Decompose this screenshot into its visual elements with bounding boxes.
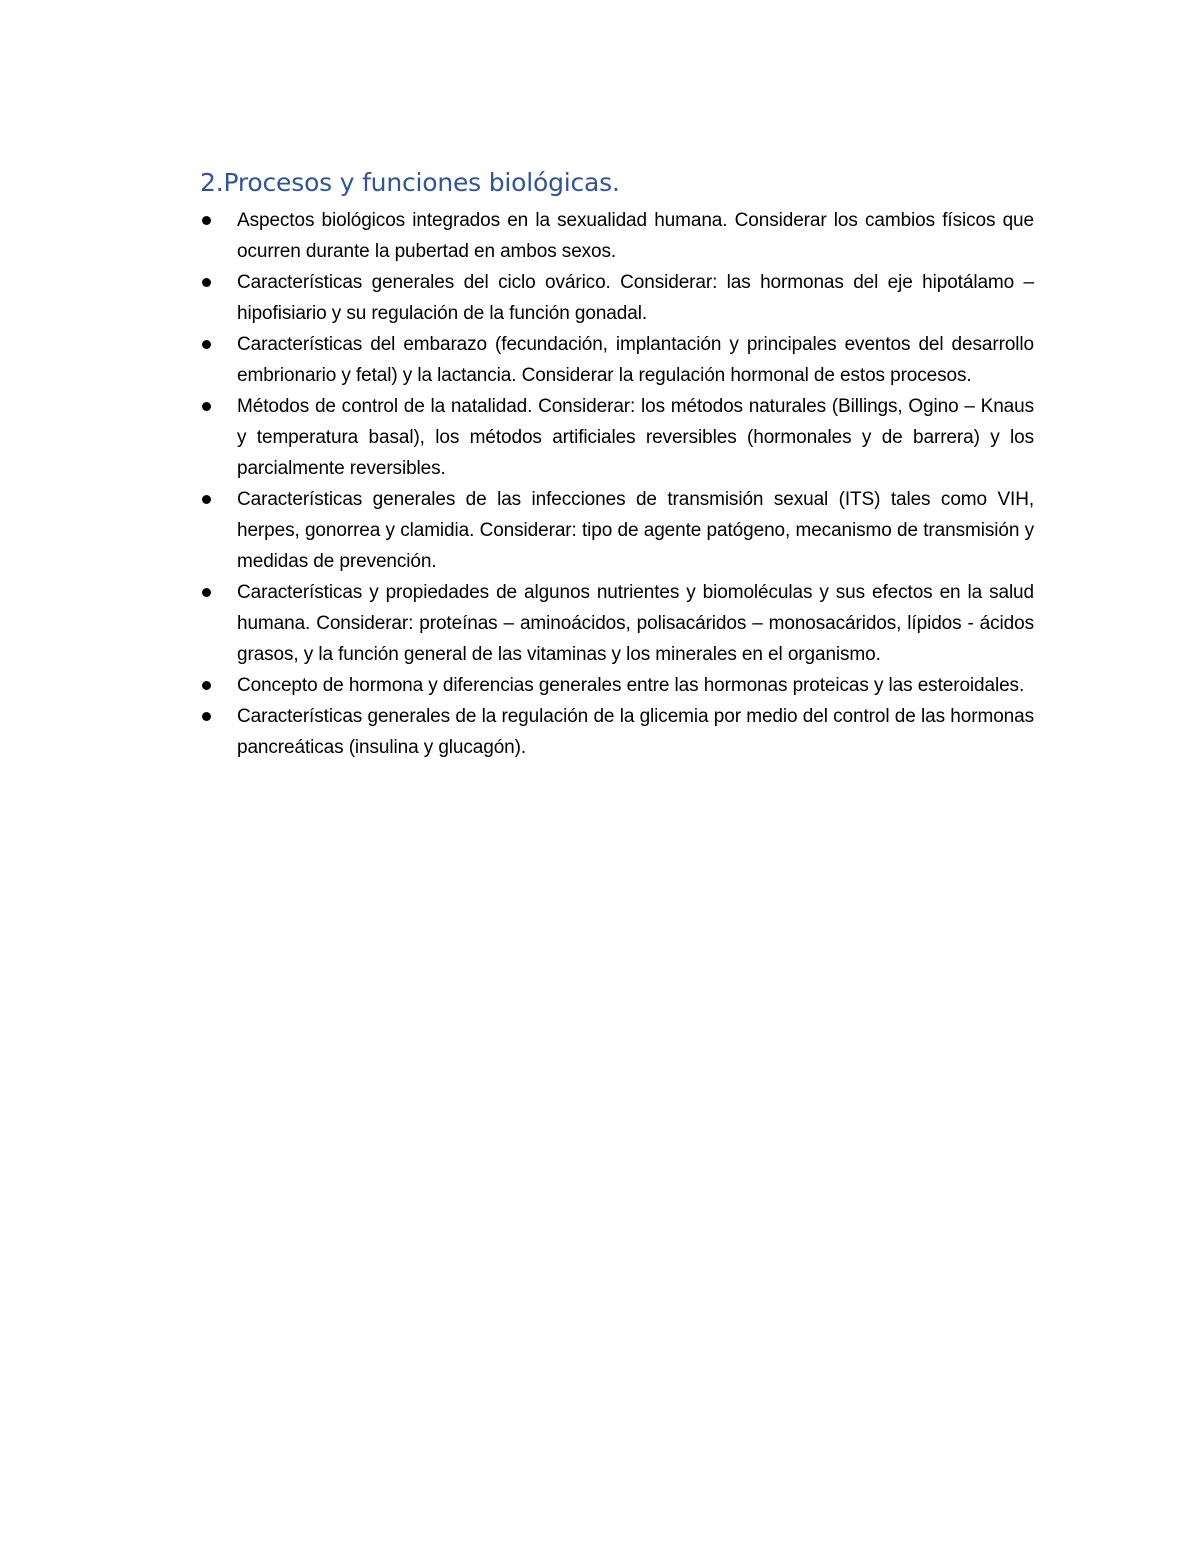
bullet-icon — [202, 495, 211, 504]
list-item — [200, 329, 1034, 391]
list-item-text: Características generales del ciclo ovárico. Considerar: las hormonas del eje hipotálamo – hipofisiario y su regulación de la función gonadal. — [237, 272, 1034, 324]
list-item-text: Características del embarazo (fecundación, implantación y principales eventos del desarrollo embrionario y fetal) y la lactancia. Considerar la regulación hormonal de estos procesos. — [237, 334, 1034, 386]
bullet-icon — [202, 216, 211, 225]
bullet-icon — [202, 681, 211, 690]
topic-list — [200, 205, 1034, 763]
list-item-text: Características generales de las infecciones de transmisión sexual (ITS) tales como VIH, herpes, gonorrea y clamidia. Considerar: tipo de agente patógeno, mecanismo de transmisión y medidas de prevención. — [237, 489, 1034, 572]
list-item — [200, 577, 1034, 670]
list-item-text: Concepto de hormona y diferencias generales entre las hormonas proteicas y las esteroidales. — [237, 675, 1025, 696]
list-item-text: Características y propiedades de algunos nutrientes y biomoléculas y sus efectos en la salud humana. Considerar: proteínas – aminoácidos, polisacáridos – monosacáridos, lípidos - ácidos grasos, y la función general de las vitaminas y los minerales en el organismo. — [237, 582, 1034, 665]
list-item — [200, 391, 1034, 484]
list-item — [200, 670, 1034, 701]
bullet-icon — [202, 712, 211, 721]
bullet-icon — [202, 278, 211, 287]
bullet-icon — [202, 402, 211, 411]
list-item — [200, 701, 1034, 763]
list-item-text: Aspectos biológicos integrados en la sexualidad humana. Considerar los cambios físicos que ocurren durante la pubertad en ambos sexos. — [237, 210, 1034, 262]
section-heading: 2.Procesos y funciones biológicas. — [200, 168, 620, 197]
list-item — [200, 205, 1034, 267]
list-item-text: Métodos de control de la natalidad. Considerar: los métodos naturales (Billings, Ogino – Knaus y temperatura basal), los métodos artificiales reversibles (hormonales y de barrera) y los parcialmente reversibles. — [237, 396, 1034, 479]
list-item — [200, 267, 1034, 329]
bullet-icon — [202, 340, 211, 349]
list-item — [200, 484, 1034, 577]
list-item-text: Características generales de la regulación de la glicemia por medio del control de las hormonas pancreáticas (insulina y glucagón). — [237, 706, 1034, 758]
bullet-icon — [202, 588, 211, 597]
section-content — [200, 165, 1034, 763]
